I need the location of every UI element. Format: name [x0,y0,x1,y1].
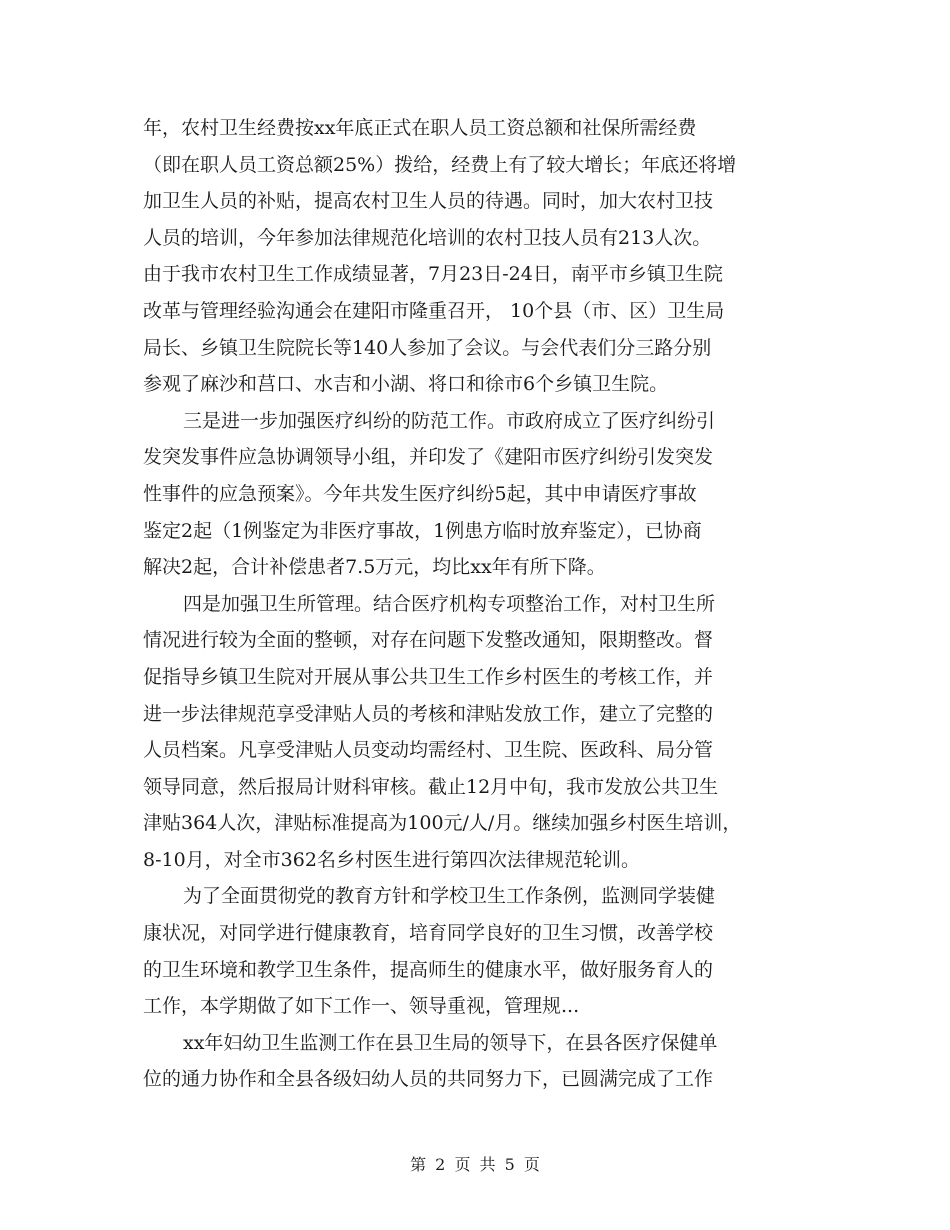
text-line: 人员的培训，今年参加法律规范化培训的农村卫技人员有213人次。 [143,226,712,249]
page-number-footer: 第 2 页 共 5 页 [410,1155,540,1174]
text-line: 参观了麻沙和莒口、水吉和小湖、将口和徐市6个乡镇卫生院。 [143,373,669,396]
text-line: 位的通力协作和全县各级妇幼人员的共同努力下，已圆满完成了工作 [143,1068,714,1091]
text-line: 局长、乡镇卫生院院长等140人参加了会议。与会代表们分三路分别 [143,336,712,359]
text-line: 8-10月，对全市362名乡村医生进行第四次法律规范轮训。 [143,848,640,871]
paragraph-start-line: xx年妇幼卫生监测工作在县卫生局的领导下，在县各医疗保健单 [183,1031,718,1054]
text-line: 进一步法律规范享受津贴人员的考核和津贴发放工作，建立了完整的 [143,702,714,725]
text-line: 解决2起，合计补偿患者7.5万元，均比xx年有所下降。 [143,556,606,579]
text-line: （即在职人员工资总额25%）拨给，经费上有了较大增长；年底还将增 [143,153,737,176]
text-line: 领导同意，然后报局计财科审核。截止12月中旬，我市发放公共卫生 [143,775,719,798]
text-line: 的卫生环境和教学卫生条件，提高师生的健康水平，做好服务育人的 [143,958,714,981]
text-line: 康状况，对同学进行健康教育，培育同学良好的卫生习惯，改善学校 [143,922,714,945]
text-line: 津贴364人次，津贴标准提高为100元/人/月。继续加强乡村医生培训， [143,812,742,835]
text-line: 发突发事件应急协调领导小组，并印发了《建阳市医疗纠纷引发突发 [143,446,714,469]
paragraph-start-line: 四是加强卫生所管理。结合医疗机构专项整治工作，对村卫生所 [183,592,716,615]
text-line: 鉴定2起（1例鉴定为非医疗事故，1例患方临时放弃鉴定），已协商 [143,519,702,542]
paragraph-start-line: 三是进一步加强医疗纠纷的防范工作。市政府成立了医疗纠纷引 [183,409,716,432]
text-line: 性事件的应急预案》。今年共发生医疗纠纷5起，其中申请医疗事故 [143,482,697,505]
text-line: 人员档案。凡享受津贴人员变动均需经村、卫生院、医政科、局分管 [143,739,714,762]
text-line: 加卫生人员的补贴，提高农村卫生人员的待遇。同时，加大农村卫技 [143,190,714,213]
text-line: 促指导乡镇卫生院对开展从事公共卫生工作乡村医生的考核工作，并 [143,665,714,688]
text-line: 工作，本学期做了如下工作一、领导重视，管理规... [143,995,580,1018]
body-text [143,110,823,1098]
paragraph-start-line: 为了全面贯彻党的教育方针和学校卫生工作条例，监测同学装健 [183,885,716,908]
text-line: 改革与管理经验沟通会在建阳市隆重召开， 10个县（市、区）卫生局 [143,299,725,322]
text-line: 情况进行较为全面的整顿，对存在问题下发整改通知，限期整改。督 [143,629,714,652]
text-line: 由于我市农村卫生工作成绩显著，7月23日-24日，南平市乡镇卫生院 [143,263,723,286]
text-line: 年，农村卫生经费按xx年底正式在职人员工资总额和社保所需经费 [143,117,697,139]
